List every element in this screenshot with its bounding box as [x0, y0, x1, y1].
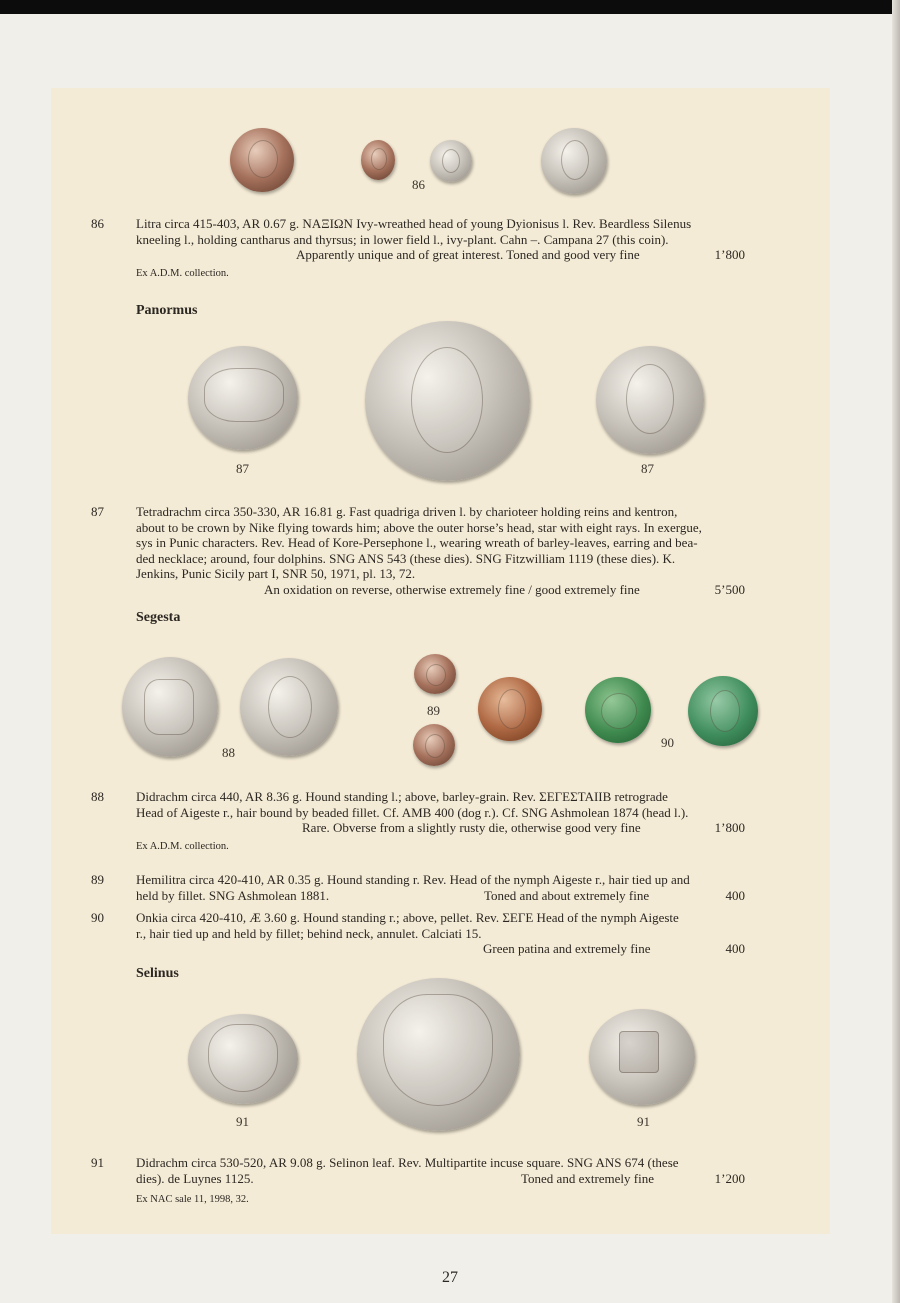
scan-top-border	[0, 0, 900, 14]
entry-price-88: 1’800	[714, 820, 745, 835]
plate-label-89: 89	[427, 703, 440, 718]
section-title-selinus: Selinus	[136, 966, 179, 981]
entry-description-88	[136, 789, 748, 820]
entry-provenance-88: Ex A.D.M. collection.	[136, 841, 229, 852]
coin-91-obverse-leaf	[188, 1014, 298, 1104]
coin-91-enlarged-leaf	[357, 978, 520, 1131]
plate-label-86: 86	[412, 177, 425, 192]
entry-number-91: 91	[91, 1155, 104, 1170]
entry-89-line-2: held by fillet. SNG Ashmolean 1881.	[136, 887, 330, 903]
entry-86-line-1: Litra circa 415-403, AR 0.67 g. ΝΑΞΙΩΝ Ivy-wreathed head of young Dyionisus l. Rev. Beardless Silenus	[136, 216, 692, 231]
entry-condition-87: An oxidation on reverse, otherwise extremely fine / good extremely fine	[264, 582, 640, 597]
plate-label-87-right: 87	[641, 461, 654, 476]
plate-label-91-right: 91	[637, 1114, 650, 1129]
plate-label-91-left: 91	[236, 1114, 249, 1129]
entry-89-line-1: Hemilitra circa 420-410, AR 0.35 g. Hound standing r. Rev. Head of the nymph Aigeste r., hair tied up and	[136, 872, 690, 887]
entry-condition-88: Rare. Obverse from a slightly rusty die, otherwise good very fine	[302, 820, 641, 835]
coin-87-enlarged-obverse	[365, 321, 530, 481]
entry-description-89	[136, 872, 748, 903]
entry-87-line-5: Jenkins, Punic Sicily part I, SNR 50, 1971, pl. 13, 72.	[136, 566, 416, 582]
coin-87-reverse-quadriga	[188, 346, 298, 450]
coin-87-obverse	[596, 346, 704, 454]
entry-87-line-3: sys in Punic characters. Rev. Head of Kore-Persephone l., wearing wreath of barley-leaves, earring and bea-	[136, 535, 698, 551]
coin-86-enlarged-reverse	[541, 128, 607, 194]
entry-number-87: 87	[91, 504, 104, 519]
coin-91-reverse-incuse	[589, 1009, 695, 1105]
entry-description-86	[136, 216, 748, 247]
coin-90-reverse	[688, 676, 758, 746]
entry-number-90: 90	[91, 910, 104, 925]
entry-description-87	[136, 504, 748, 582]
section-title-segesta: Segesta	[136, 610, 181, 625]
entry-90-line-2: r., hair tied up and held by fillet; behind neck, annulet. Calciati 15.	[136, 925, 482, 941]
entry-88-line-1: Didrachm circa 440, AR 8.36 g. Hound standing l.; above, barley-grain. Rev. ΣΕΓΕΣΤΑΙΙΒ retrograde	[136, 789, 668, 804]
entry-provenance-91: Ex NAC sale 11, 1998, 32.	[136, 1194, 249, 1205]
section-title-panormus: Panormus	[136, 303, 198, 318]
entry-price-90: 400	[725, 941, 745, 956]
entry-condition-86: Apparently unique and of great interest. Toned and good very fine	[296, 247, 640, 262]
entry-88-line-2: Head of Aigeste r., hair bound by beaded fillet. Cf. AMB 400 (dog r.). Cf. SNG Ashmolean 1874 (head l.).	[136, 804, 689, 820]
entry-price-86: 1’800	[714, 247, 745, 262]
page-number: 27	[442, 1269, 458, 1286]
entry-91-line-2: dies). de Luynes 1125.	[136, 1170, 254, 1186]
entry-87-line-4: ded necklace; around, four dolphins. SNG ANS 543 (these dies). SNG Fitzwilliam 1119 (these dies). K.	[136, 550, 676, 566]
entry-price-91: 1’200	[714, 1171, 745, 1186]
entry-provenance-86: Ex A.D.M. collection.	[136, 268, 229, 279]
coin-89-obverse	[414, 654, 456, 694]
coin-86-enlarged-obverse	[230, 128, 294, 192]
entry-87-line-2: about to be crown by Nike flying towards him; above the outer horse’s head, star with eight rays. In exergue,	[136, 519, 702, 535]
coin-88-reverse-head	[240, 658, 338, 756]
entry-90-line-1: Onkia circa 420-410, Æ 3.60 g. Hound standing r.; above, pellet. Rev. ΣΕΓΕ Head of the nymph Aigeste	[136, 910, 679, 925]
coin-86-reverse	[430, 140, 472, 182]
entry-number-86: 86	[91, 216, 104, 231]
plate-label-90: 90	[661, 735, 674, 750]
plate-label-87-left: 87	[236, 461, 249, 476]
entry-number-88: 88	[91, 789, 104, 804]
entry-condition-89: Toned and about extremely fine	[484, 888, 650, 903]
coin-86-obverse	[361, 140, 395, 180]
coin-88-obverse-hound	[122, 657, 218, 757]
entry-91-line-1: Didrachm circa 530-520, AR 9.08 g. Selinon leaf. Rev. Multipartite incuse square. SNG ANS 674 (these	[136, 1155, 679, 1170]
entry-condition-91: Toned and extremely fine	[521, 1171, 655, 1186]
coin-90-obverse	[585, 677, 651, 743]
entry-87-line-1: Tetradrachm circa 350-330, AR 16.81 g. Fast quadriga driven l. by charioteer holding reins and kentron,	[136, 504, 678, 519]
coin-89-reverse	[413, 724, 455, 766]
entry-86-line-2: kneeling l., holding cantharus and thyrsus; in lower field l., ivy-plant. Cahn –. Campana 27 (this coin).	[136, 231, 669, 247]
plate-label-88: 88	[222, 745, 235, 760]
entry-price-89: 400	[725, 888, 745, 903]
entry-number-89: 89	[91, 872, 104, 887]
entry-description-91	[136, 1155, 748, 1186]
entry-condition-90: Green patina and extremely fine	[483, 941, 651, 956]
entry-description-90	[136, 910, 748, 941]
coin-89-enlarged	[478, 677, 542, 741]
scan-right-edge	[892, 0, 900, 1303]
entry-price-87: 5’500	[714, 582, 745, 597]
